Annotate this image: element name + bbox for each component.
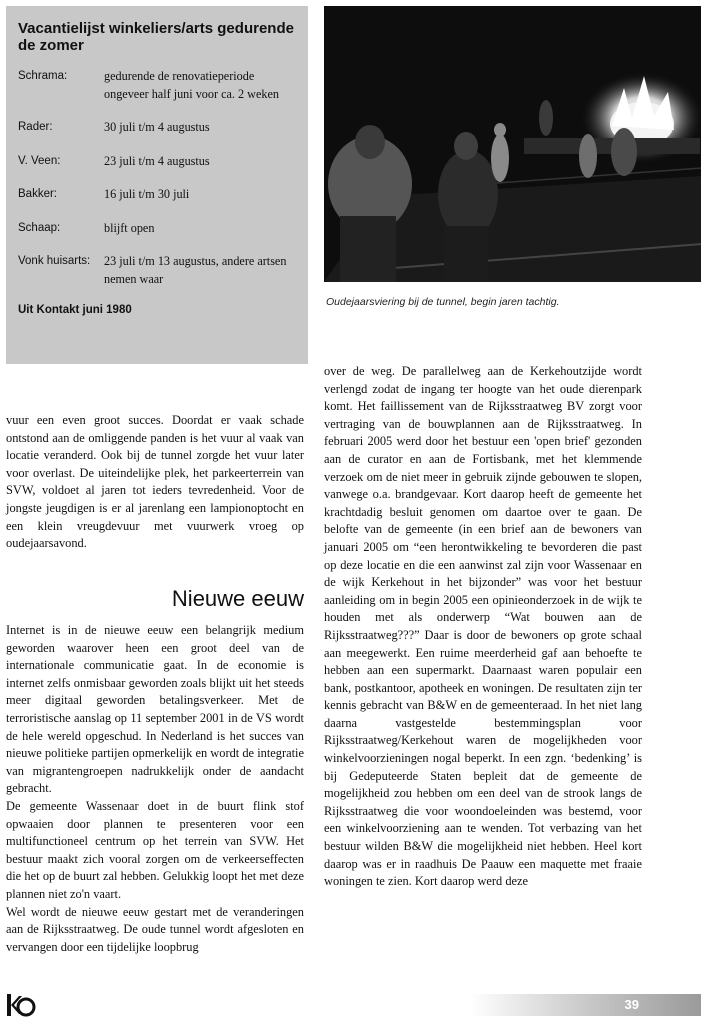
vacation-row-label: V. Veen: (18, 154, 61, 167)
vacation-row-label: Vonk huisarts: (18, 255, 91, 267)
article-paragraph: Wel wordt de nieuwe eeuw gestart met de veranderingen aan de Rijksstraatweg. De oude tunnel wordt afgesloten en vervangen door een tijdelijke loopbrug (6, 904, 304, 954)
vacation-row-label: Schrama: (18, 70, 68, 82)
vacation-row (18, 119, 298, 137)
vacation-row (18, 68, 298, 103)
vacation-row (18, 253, 298, 288)
ko-logo-icon (6, 992, 36, 1018)
vacation-list-source: Uit Kontakt juni 1980 (18, 304, 132, 316)
photo-caption: Oudejaarsviering bij de tunnel, begin jaren tachtig. (326, 296, 560, 308)
vacation-row (18, 220, 298, 238)
vacation-row (18, 153, 298, 171)
vacation-row-label: Rader: (18, 121, 53, 133)
left-column-bottom (6, 622, 304, 956)
vacation-row-value: 30 juli t/m 4 augustus (104, 120, 210, 134)
footer-bar (470, 994, 701, 1016)
article-paragraph: Internet is in de nieuwe eeuw een belangrijk medium geworden waarover heen een groot deel van de internationale communicatie gaat. In de economie is internet zelfs onmisbaar geworden zoals blijkt uit het steeds meer digitaal geworden betalingsverkeer. Met de terroristische aanslag op 11 september 2001 in de VS wordt de hele wereld opgeschud. In Nederland is het succes van nieuwe politieke partijen opmerkelijk en wordt de integratie van migrantengroepen nadrukkelijk onder de aandacht gebracht. (6, 623, 304, 796)
new-year-bonfire-photo (324, 6, 701, 282)
left-column-top (6, 412, 304, 553)
right-column (324, 363, 642, 891)
vacation-row-value: 23 juli t/m 13 augustus, andere artsen nemen waar (104, 254, 287, 286)
bonfire-photo-graphic (324, 6, 701, 282)
vacation-row-value: blijft open (104, 220, 155, 235)
vacation-list-title: Vacantielijst winkeliers/arts gedurende de zomer (18, 20, 294, 54)
article-paragraph: De gemeente Wassenaar doet in de buurt flink stof opwaaien door plannen te presenteren voor een multifunctioneel centrum op het terrein van SVW. Het bestuur maakt zich vooral zorgen om de verkeerseffecten die het op de buurt zal hebben. Gelukkig loopt het met deze plannen niet zo'n vaart. (6, 798, 304, 901)
section-heading: Nieuwe eeuw (171, 586, 304, 611)
article-paragraph: vuur een even groot succes. Doordat er vaak schade ontstond aan de omliggende panden is het vuur al vaak van locatie veranderd. Ook bij de tunnel zorgde het vuur later voor overlast. De uiteindelijke plek, het parkeerterrein van SVW, voldoet al jaren tot ieders tevredenheid. Voor de jongste jeugdigen is er al jarenlang een lampionoptocht en een klein vreugdevuur met vuurwerk vroeg op oudejaarsavond. (6, 413, 304, 551)
vacation-list-rows (18, 68, 298, 288)
vacation-row-value: gedurende de renovatieperiode ongeveer half juni voor ca. 2 weken (104, 69, 279, 101)
vacation-row-label: Bakker: (18, 188, 57, 200)
vacation-row-value: 23 juli t/m 4 augustus (104, 153, 210, 168)
vacation-row (18, 186, 298, 204)
vacation-list-box (6, 6, 308, 364)
page-number: 39 (624, 997, 639, 1012)
article-paragraph: over de weg. De parallelweg aan de Kerkehoutzijde wordt verlengd zodat de ingang ter hoogte van het oude dierenpark komt. Het faillissement van de Rijksstraatweg BV zorgt voor vertraging van de bouwplannen aan de Rijksstraatweg. In februari 2005 werd door het bestuur een 'open brief' gezonden aan de curator en aan de Fortisbank, met het klemmende verzoek om de niet meer in gebruik zijnde gebouwen te slopen, vanwege o.a. brandgevaar. Kort daarop heeft de gemeente het krachtdadig besluit genomen om daartoe over te gaan. De belofte van de gemeente (in een brief aan de bewoners van januari 2005 om “een herontwikkeling te bevorderen die past op deze locatie en die een aanwinst zal zijn voor Wassenaar en de wijk Kerkehout in het bijzonder” was voor het bestuur aanleiding om in begin 2005 een opinieonderzoek in de wijk te houden met als onderwerp “Wat bouwen aan de Rijksstraatweg???” Daar is door de bewoners op grote schaal aan meegewerkt. Een ruime meerderheid gaf aan behoefte te hebben aan een supermarkt. Daarnaast waren populair een bank, postkantoor, apotheek en woningen. De resultaten zijn ter kennis gebracht van B&W en de gemeenteraad. In het niet lang daarna vastgestelde bestemmingsplan voor Rijksstraatweg/Kerkehout waren de mogelijkheden voor winkelvoorzieningen nogal beperkt. In een zgn. ‘bedenking’ is bij Gedeputeerde Staten bepleit dat de gemeente de mogelijkheid zou hebben om een deel van de strook langs de Rijksstraatweg die voor woondoeleinden was bestemd, voor een winkelvoorziening aan te wenden. Tot verbazing van het bestuur wilden B&W die mogelijkheid niet hebben. Heel kort daarop was er in raadhuis De Paauw een maquette met fraaie woningen te zien. Kort daarop werd deze (324, 364, 642, 889)
vacation-row-value: 16 juli t/m 30 juli (104, 187, 190, 201)
vacation-row-label: Schaap: (18, 221, 61, 234)
